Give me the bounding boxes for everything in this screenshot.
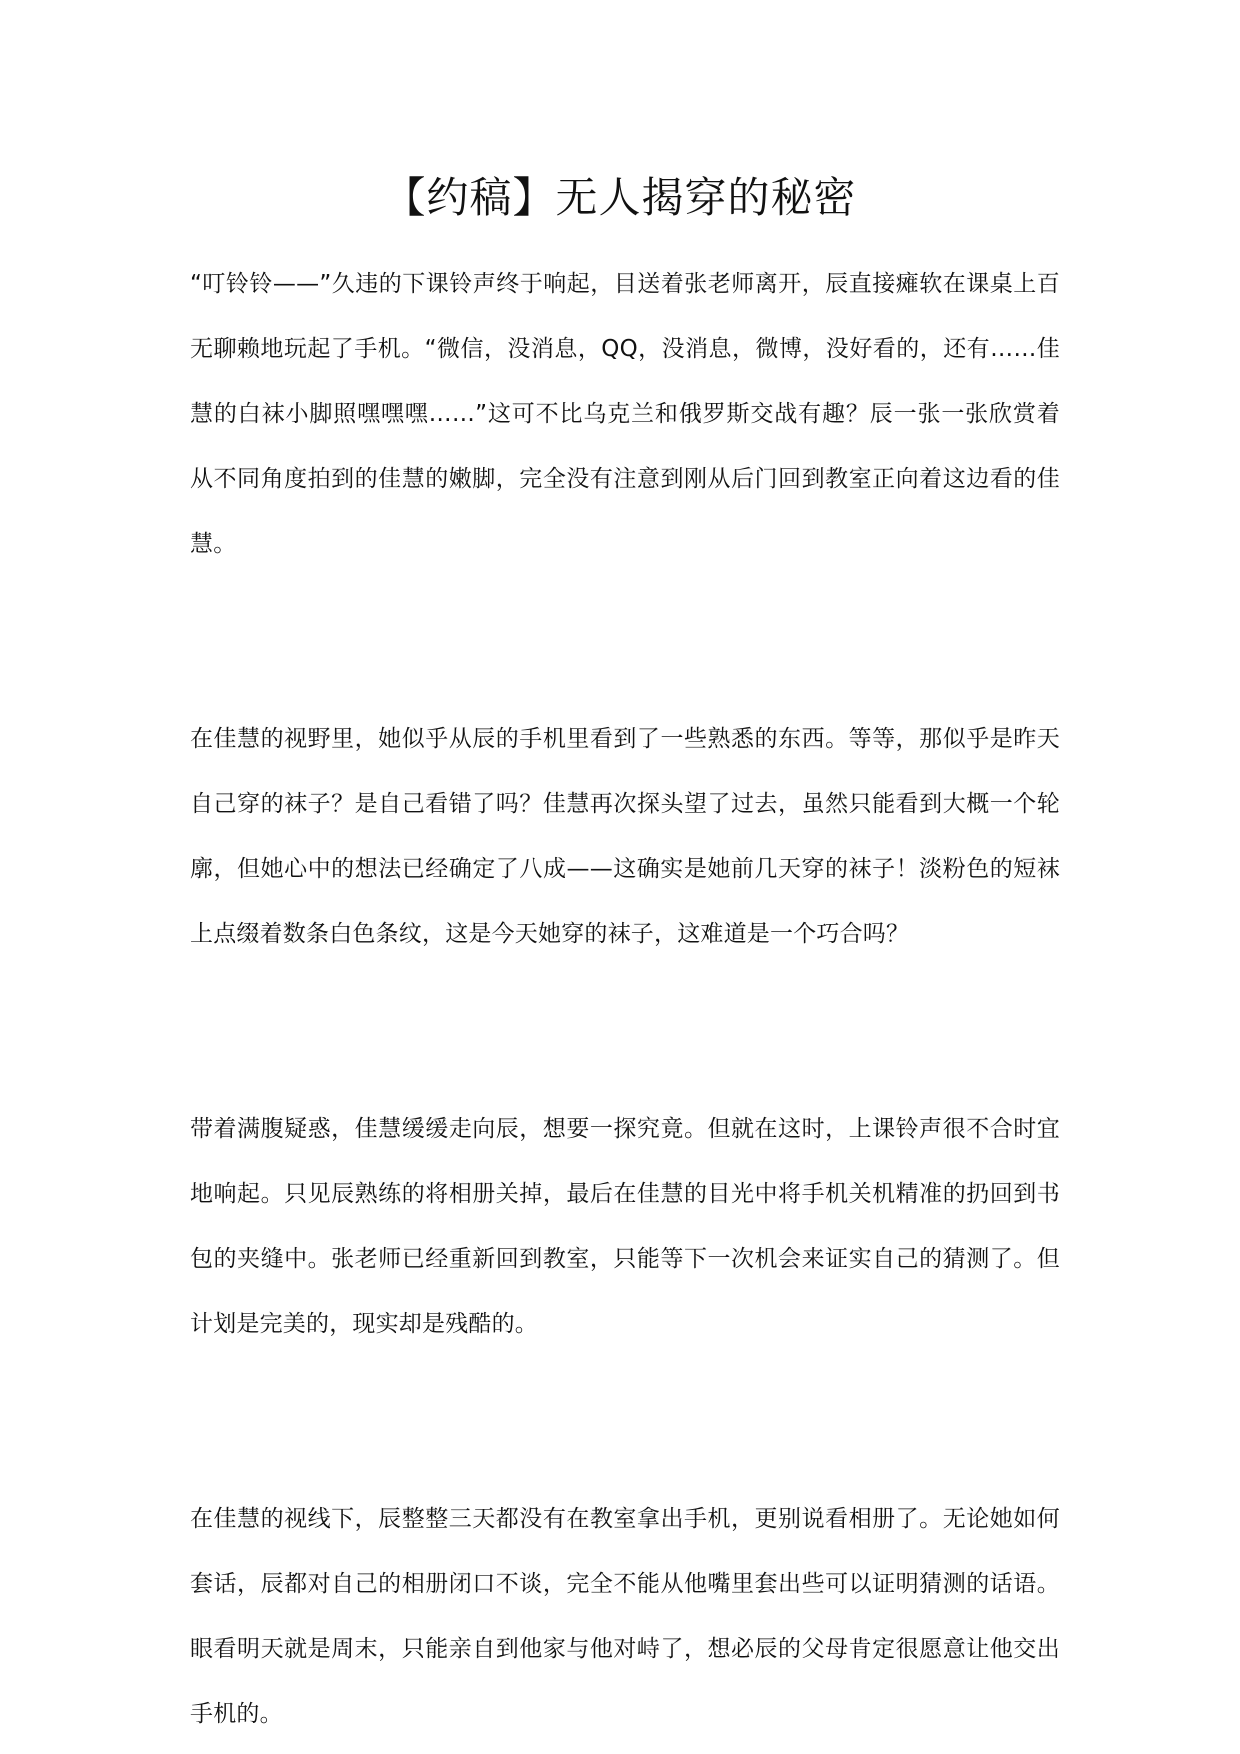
- paragraph-4: 在佳慧的视线下，辰整整三天都没有在教室拿出手机，更别说看相册了。无论她如何套话，辰都对自己的相册闭口不谈，完全不能从他嘴里套出些可以证明猜测的话语。眼看明天就是周末，只能亲自到他家与他对峙了，想必辰的父母肯定很愿意让他交出手机的。: [190, 1506, 1060, 1727]
- paragraph-2: 在佳慧的视野里，她似乎从辰的手机里看到了一些熟悉的东西。等等，那似乎是昨天自己穿的袜子？是自己看错了吗？佳慧再次探头望了过去，虽然只能看到大概一个轮廓，但她心中的想法已经确定了八成——这确实是她前几天穿的袜子！淡粉色的短袜上点缀着数条白色条纹，这是今天她穿的袜子，这难道是一个巧合吗？: [190, 726, 1060, 947]
- document-title: 【约稿】无人揭穿的秘密: [383, 173, 857, 222]
- paragraph-1: “叮铃铃——”久违的下课铃声终于响起，目送着张老师离开，辰直接瘫软在课桌上百无聊赖地玩起了手机。“微信，没消息，QQ，没消息，微博，没好看的，还有……佳慧的白袜小脚照嘿嘿嘿……”这可不比乌克兰和俄罗斯交战有趣？辰一张一张欣赏着从不同角度拍到的佳慧的嫩脚，完全没有注意到刚从后门回到教室正向着这边看的佳慧。: [190, 271, 1060, 557]
- paragraph-spacer: [190, 1357, 1060, 1487]
- paragraph-3: 带着满腹疑惑，佳慧缓缓走向辰，想要一探究竟。但就在这时，上课铃声很不合时宜地响起。只见辰熟练的将相册关掉，最后在佳慧的目光中将手机关机精准的扔回到书包的夹缝中。张老师已经重新回到教室，只能等下一次机会来证实自己的猜测了。但计划是完美的，现实却是残酷的。: [190, 1116, 1060, 1337]
- document-body: [190, 252, 1060, 1747]
- paragraph-spacer: [190, 577, 1060, 707]
- paragraph-spacer: [190, 967, 1060, 1097]
